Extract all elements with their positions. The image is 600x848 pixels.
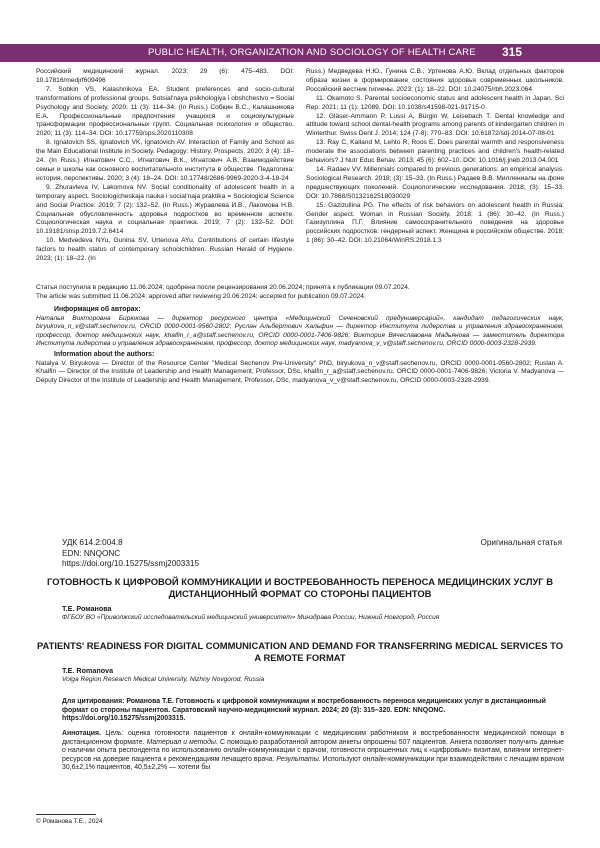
reference-item: 12. Gläser-Ammann P, Lussi A, Bürgin W, Leisebach T. Dental knowledge and attitude toward school dental-health programs among parents of kindergarten children in Winterthur. Swiss Dent J. 2014; 124 (7-8): 770–83. DOI: 10.61872/sdj-2014-07-08-01 [306,112,564,138]
authors-info-ru: Наталья Викторовна Бирюкова — директор ресурсного центра «Медицинский Сеченовский предуниверсарий», кандидат педагогических наук, biryukova_n_v@staff.sechenov.ru, ORCID 0000-0001-9560-2802; Руслан Альбертович Хальфин — директор Института лидерства и управления здравоохранением, профессор, доктор медицинских наук, khalfin_r_a@staff.sechenov.ru, ORCID 0000-0001-7406-9826; Виктория Вячеславовна Мадьянова — заместитель директора Института лидерства и управления здравоохранением, профессор, доктор медицинских наук, madyanova_v_v@staff.sechenov.ru, ORCID 0000-0003-2328-2939. [36,314,564,348]
author-en: T.E. Romanova [62,666,114,675]
authors-info-heading-en: Information about the authors: [54,350,155,358]
abstract-goal-label: Цель: [105,730,124,737]
abstract-goal: оценка готовности пациентов к онлайн-коммуникации с медицинским работником и востребованности медицинской помощи в дистанционном формате. [62,730,564,746]
citation: Для цитирования: Романова Т.Е. Готовность к цифровой коммуникации и востребованность переноса медицинских услуг в дистанционный формат со стороны пациентов. Саратовский научно-медицинский журнал. 2024; 20 (3): 315–320. EDN: NNQONC. https://doi.org/10.15275/ssmj2003315. [62,698,546,723]
abstract-results: Используют онлайн-коммуникации при взаимодействии с лечащим врачом 30,6±2,1% пациентов, 40,5±2,2% — хотели бы [62,755,564,772]
abstract-methods-label: Материал и методы. [146,738,218,746]
authors-info-en: Natalya V. Biryukova — Director of the Resource Center "Medical Sechenov Pre-University" PhD, biryukova_n_v@staff.sechenov.ru, ORCID 0000-0001-9560-2802; Ruslan A. Khalfin — Director of the Institute of Leadership and Health Management, Professor, DSc, khalfin_r_a@staff.sechenov.ru, ORCID 0000-0001-7406-9826; Victoria V. Madyanova — Deputy Director of the Institute of Leadership and Health Management, Professor, DSc, madyanova_v_v@staff.sechenov.ru, ORCID 0000-0003-2328-2939. [36,359,564,384]
affiliation-ru: ФГБОУ ВО «Приволжский исследовательский медицинский университет» Минздрава России, Нижний Новгород, Россия [62,614,440,621]
references-section [36,68,564,278]
udc: УДК 614.2:004.8 [62,538,123,547]
reference-item: 11. Okamoto S. Parental socioeconomic status and adolescent health in Japan. Sci Rep. 2021; 11 (1): 12089. DOI: 10.1038/s41598-021-91715-0 [306,94,564,111]
article-meta [62,538,562,570]
page-number: 315 [502,45,523,59]
reference-item: 9. Zhuravleva IV, Lakomova NV. Social conditionality of adolescent health in a temporary aspect. Sociologicheskaja nauka i social'naja praktika = Sociological Science and Social Practice. 2019; 7 (2): 132–52. (In Russ.) Журавлева И.В., Лакомова Н.В. Социальная обусловленность здоровья подростков во временном аспекте. Социологическая наука и социальная практика. 2019; 7 (2): 132–52. DOI: 10.19181/snsp.2019.7.2.6414 [36,183,294,236]
footnote-divider [36,814,96,815]
references-left-column [36,68,294,264]
reference-item: 7. Sobkin VS, Kalashnikova EA. Student preferences and socio-cultural transformations of professional groups. Sotsial'naya psikhologiya i obshchestvo = Social Psychology and Society. 2020; 11 (3): 114–34. (In Russ.) Собкин В.С., Калашникова Е.А. Профессиональные предпочтения учащихся и социокультурные трансформации профессиональных групп. Социальная психология и общество. 2020; 11 (3): 114–34. DOI: 10.17759/sps.2020110308 [36,85,294,138]
article-type: Оригинальная статья [480,538,562,547]
dates-en: The article was submitted 11.06.2024; approved after reviewing 20.06.2024; accepted for publication 09.07.2024. [36,292,366,300]
title-en: PATIENTS' READINESS FOR DIGITAL COMMUNICATION AND DEMAND FOR TRANSFERRING MEDICAL SERVICES TO A REMOTE FORMAT [36,640,564,663]
reference-item: 10. Medvedeva NYu, Gunina SV, Urtenova AYu. Contributions of certain lifestyle factors to health status of contemporary schoolchildren. Russian Herald of Hygiene. 2023; (1): 18–22. (In [36,237,294,263]
reference-item: 8. Ignatovich SS, Ignatovich VK, Ignatovich AV. Interaction of Family and School as the Main Educational Institute in Society. Pedagogy: History, Prospects. 2020; 3 (4): 18–24. (In Russ.) Игнатович С.С., Игнатович В.К., Игнатович А.В. Взаимодействие семьи и школы как основного воспитательного института в обществе. Педагогика: история, перспективы. 2020; 3 (4): 18–24. DOI: 10.17748/2686-9969-2020-3-4-18-24 [36,139,294,182]
dates-ru: Статья поступила в редакцию 11.06.2024; одобрена после рецензирования 20.06.2024; принята к публикации 09.07.2024. [36,284,410,291]
abstract-label: Аннотация. [62,730,101,737]
reference-item: Российский медицинский журнал. 2023; 29 (6): 475–483. DOI: 10.17816/medjrf609496 [36,68,294,84]
reference-item: Russ.) Медведева Н.Ю., Гунина С.В., Уртенова А.Ю. Вклад отдельных факторов образа жизни в формирование состояния здоровья современных школьников. Российский вестник гигиены. 2023; (1): 18–22. DOI: 10.24075/rbh.2023.064 [306,68,564,93]
article-dates [36,284,564,301]
affiliation-en: Volga Region Research Medical University, Nizhny Novgorod, Russia [62,676,265,683]
abstract-methods: С помощью разработанной автором анкеты опрошены 507 пациентов. Анкета позволяет получить данные о наличии опыта респондента по использованию онлайн-коммуникации с врачом, готовности опрошенных лиц к «цифровым» визитам, влиянии интернет-ресурсов на доверие пациента к рекомендациям лечащего врача. [62,738,564,763]
journal-header [0,44,600,62]
edn: EDN: NNQONC [62,548,121,558]
references-right-column [306,68,564,246]
reference-item: 13. Ray C, Kalland M, Lehto R, Roos E. Does parental warmth and responsiveness moderate the associations between parenting practices and children's health-related behaviors? J Nutr Educ Behav. 2013; 45 (6): 602–10. DOI: 10.1016/j.jneb.2013.04.001 [306,139,564,165]
authors-info-heading-ru: Информация об авторах: [54,306,141,313]
reference-item: 14. Radaev VV. Millennials compared to previous generations: an empirical analysis. Sociological Research. 2018; (3): 15–33. (In Russ.) Радаев В.В. Миллениалы на фоне предшествующих поколений. Социологические исследования. 2018; (3): 15–33. DOI: 10.7868/S0132162518030029 [306,165,564,200]
abstract [62,730,564,773]
doi-link[interactable]: https://doi.org/10.15275/ssmj2003315 [62,559,200,569]
reference-item: 15. Gazizullina PG. The effects of risk behaviors on adolescent health in Russia: Gender aspect. Woman in Russian Society. 2018; 1 (86): 30–42. (In Russ.) Газизуллина П.Г. Влияние самосохранительного поведения на здоровье российских подростков: гендерный аспект. Женщина в российском обществе. 2018; 1 (86): 30–42. DOI: 10.21064/WinRS.2018.1.3 [306,201,564,245]
journal-section-title: PUBLIC HEALTH, ORGANIZATION AND SOCIOLOGY OF HEALTH CARE [148,47,476,58]
title-ru: ГОТОВНОСТЬ К ЦИФРОВОЙ КОММУНИКАЦИИ И ВОСТРЕБОВАННОСТЬ ПЕРЕНОСА МЕДИЦИНСКИХ УСЛУГ В ДИСТАНЦИОННЫЙ ФОРМАТ СО СТОРОНЫ ПАЦИЕНТОВ [47,576,553,599]
abstract-results-label: Результаты. [276,755,321,763]
copyright: © Романова Т.Е., 2024 [36,818,103,825]
author-ru: Т.Е. Романова [62,604,112,613]
authors-info [36,306,564,385]
